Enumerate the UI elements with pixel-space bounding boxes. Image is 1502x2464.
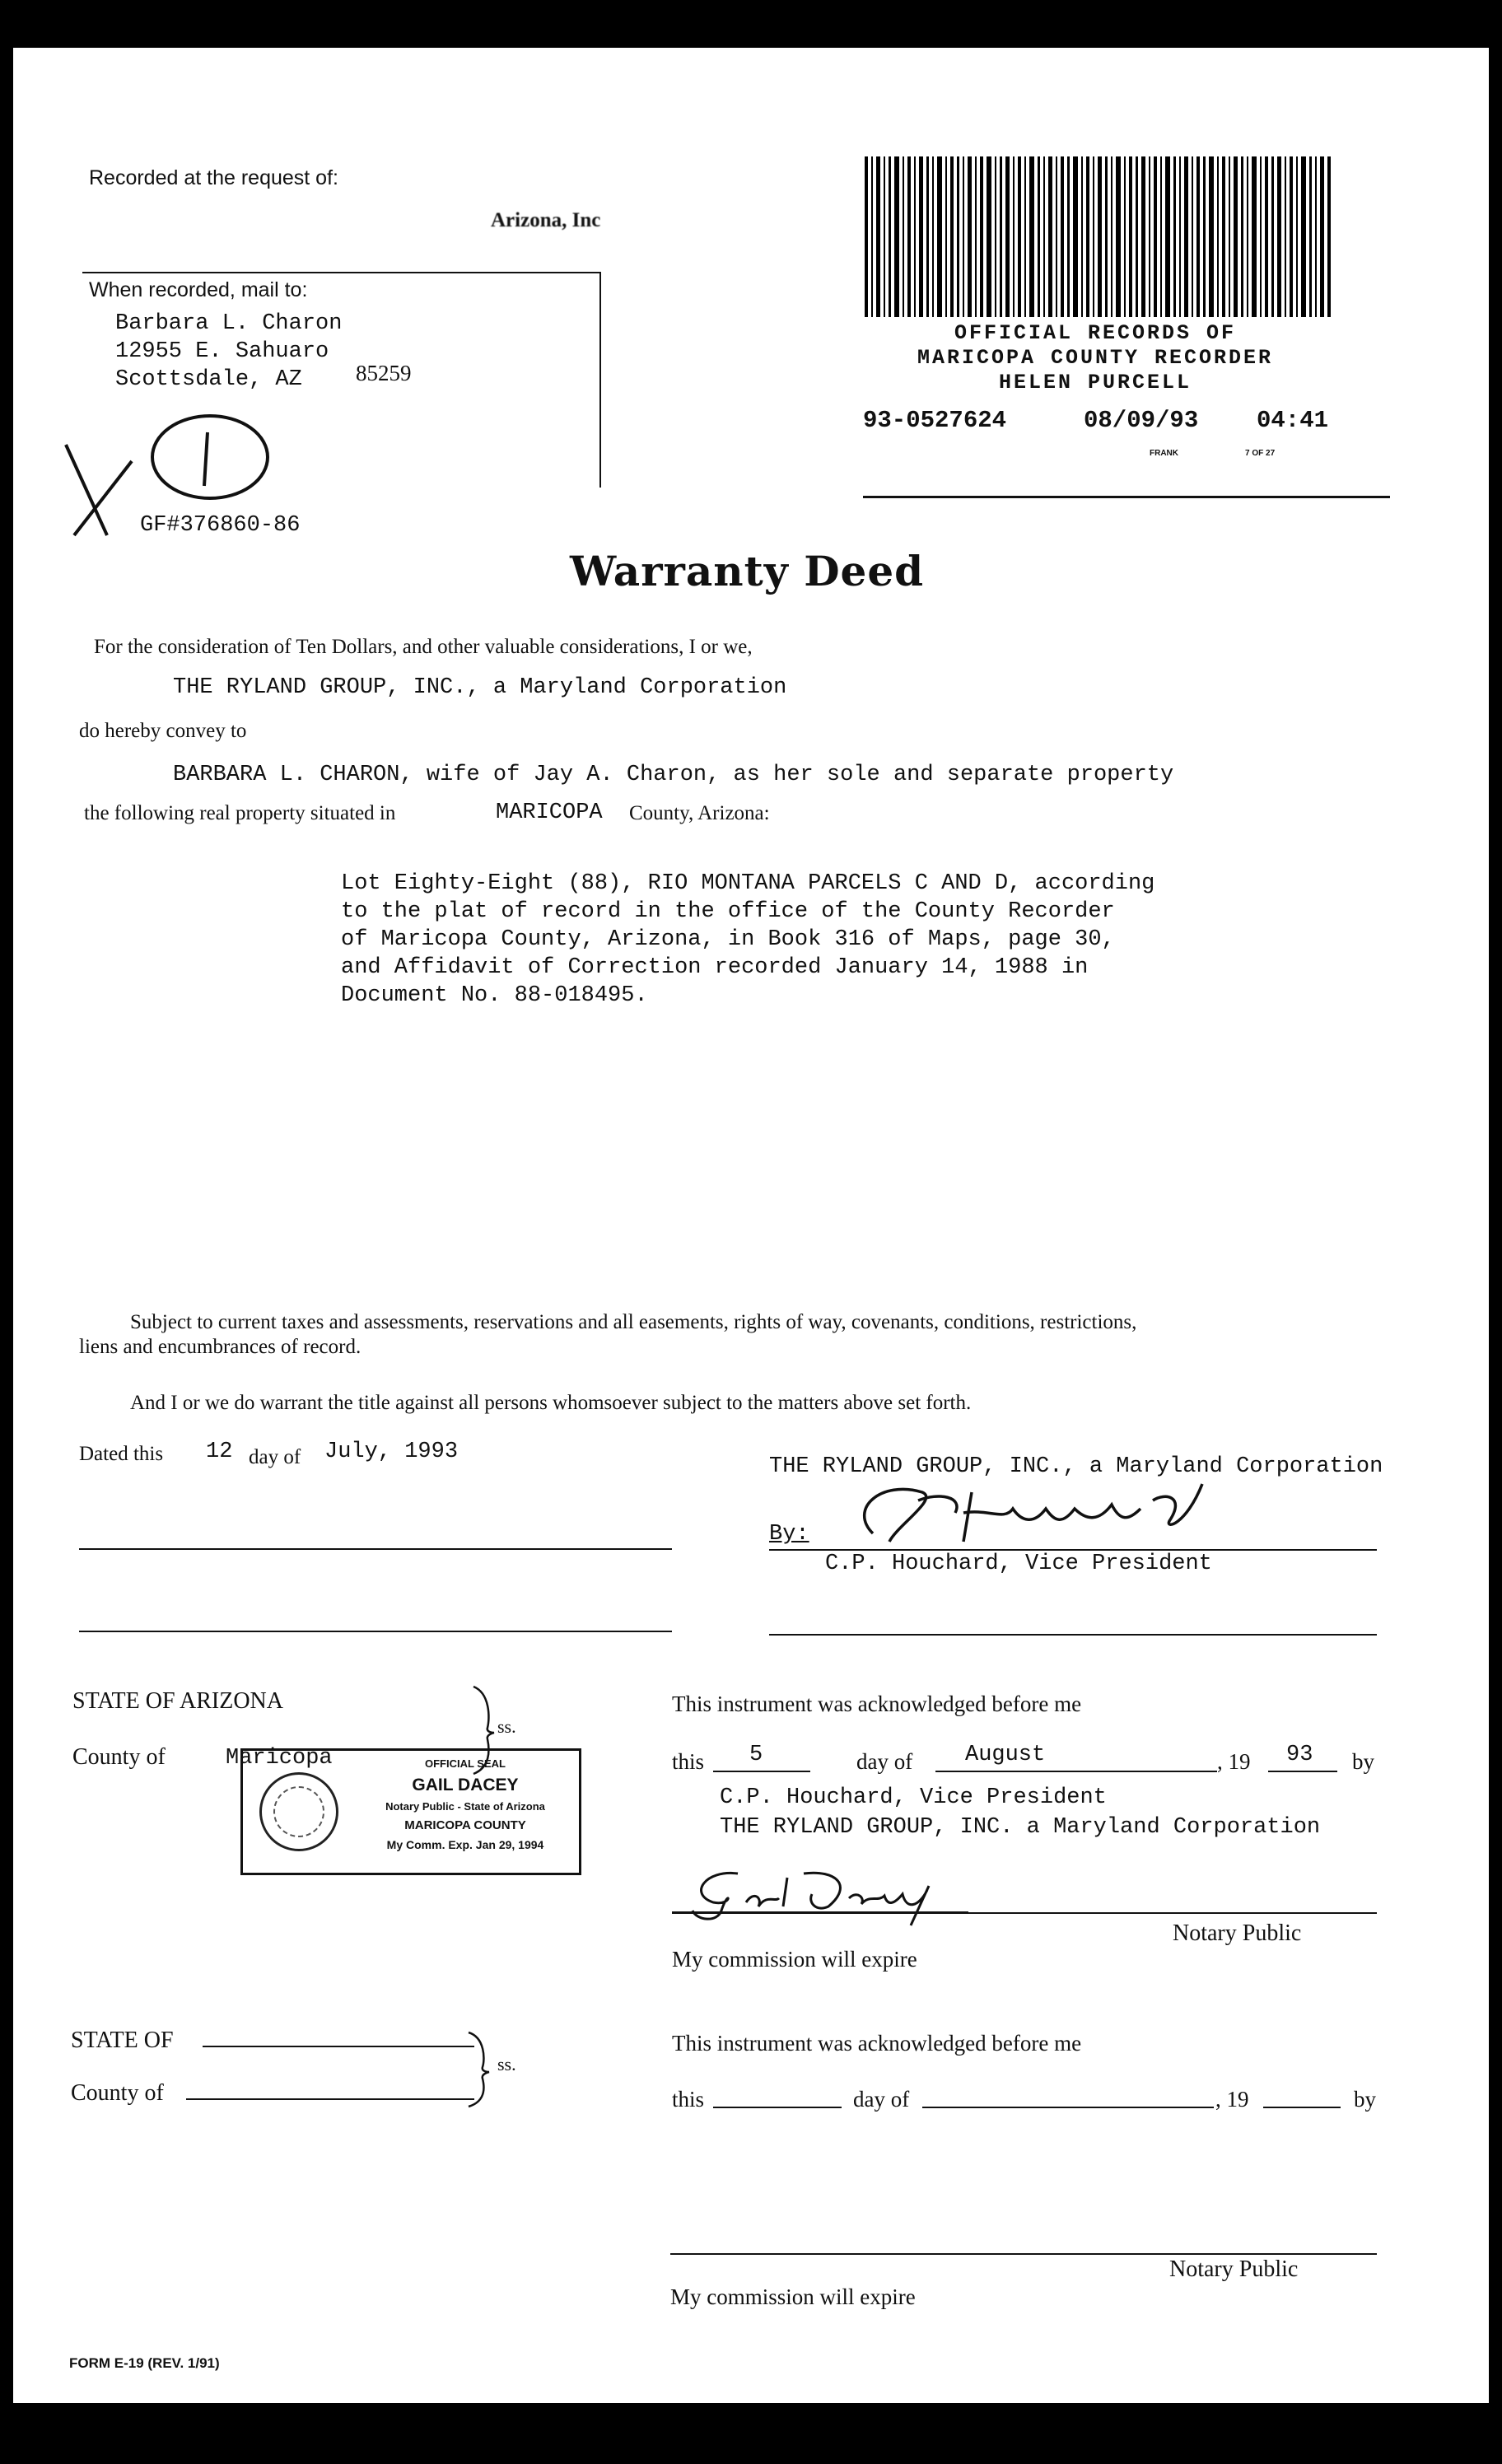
notary1-ack-line-2: THE RYLAND GROUP, INC. a Maryland Corporation	[720, 1815, 1321, 1840]
dated-day: 12	[206, 1440, 233, 1464]
notary-official-seal	[240, 1748, 581, 1875]
situated-county: MARICOPA	[496, 800, 603, 825]
notary1-month-line	[935, 1771, 1217, 1772]
blank-signature-line-2	[79, 1631, 672, 1632]
legal-description-line-5: Document No. 88-018495.	[341, 983, 648, 1008]
dated-prefix: Dated this	[79, 1443, 164, 1465]
notary1-signature-line	[672, 1912, 1377, 1914]
deed-title: Warranty Deed	[570, 547, 925, 595]
notary2-state-label: STATE OF	[71, 2028, 174, 2053]
notary1-notary-public-label: Notary Public	[1173, 1920, 1302, 1946]
recorder-time: 04:41	[1257, 407, 1329, 434]
convey-text: do hereby convey to	[79, 720, 247, 742]
notary2-signature-line	[670, 2253, 1377, 2255]
scan-edge-bottom	[0, 2403, 1502, 2464]
notary2-state-line	[203, 2046, 474, 2047]
situated-prefix: the following real property situated in	[84, 802, 396, 824]
notary1-ack-line-1: C.P. Houchard, Vice President	[720, 1785, 1107, 1810]
signer-company: THE RYLAND GROUP, INC., a Maryland Corporation	[769, 1454, 1383, 1479]
form-id: FORM E-19 (REV. 1/91)	[69, 2355, 220, 2371]
notary2-county-line	[186, 2098, 474, 2100]
recorded-request-label: Recorded at the request of:	[89, 166, 338, 189]
scan-edge-right	[1489, 0, 1502, 2464]
notary2-county-label: County of	[71, 2080, 164, 2106]
mail-to-line-2: 12955 E. Sahuaro	[115, 339, 329, 364]
notary2-year-line	[1263, 2107, 1341, 2108]
barcode-icon	[865, 156, 1334, 317]
legal-description-line-1: Lot Eighty-Eight (88), RIO MONTANA PARCELS C AND D, according	[341, 871, 1155, 896]
seal-name: GAIL DACEY	[412, 1776, 519, 1794]
scan-edge-left	[0, 0, 13, 2464]
legal-description-line-3: of Maricopa County, Arizona, in Book 316 of Maps, page 30,	[341, 927, 1115, 952]
notary1-day-line	[713, 1771, 810, 1772]
signature-dacey-icon	[672, 1861, 968, 1927]
notary2-month-line	[922, 2107, 1214, 2108]
notary2-this-label: this	[672, 2087, 705, 2112]
notary1-commission-label: My commission will expire	[672, 1947, 917, 1972]
notary1-day-of-label: day of	[856, 1749, 913, 1774]
signature-houchard-icon	[840, 1476, 1227, 1550]
legal-description-line-2: to the plat of record in the office of the County Recorder	[341, 899, 1115, 924]
consideration-text: For the consideration of Ten Dollars, and other valuable considerations, I or we,	[94, 636, 753, 658]
notary1-state-label: STATE OF ARIZONA	[72, 1688, 283, 1714]
blank-signature-line-3	[769, 1634, 1377, 1636]
notary1-year-value: 93	[1286, 1743, 1313, 1767]
subject-line-1: Subject to current taxes and assessments, reservations and all easements, rights of way, covenants, conditions, restrictions,	[130, 1311, 1137, 1333]
notary1-county-value: Maricopa	[226, 1746, 333, 1771]
notary2-notary-public-label: Notary Public	[1169, 2256, 1299, 2282]
legal-description-line-4: and Affidavit of Correction recorded January 14, 1988 in	[341, 955, 1089, 980]
recorder-small-left: FRANK	[1150, 449, 1178, 458]
notary1-day-value: 5	[749, 1743, 763, 1767]
seal-expiry: My Comm. Exp. Jan 29, 1994	[386, 1838, 544, 1851]
recorder-line-1: OFFICIAL RECORDS OF	[954, 321, 1237, 345]
mail-to-label: When recorded, mail to:	[89, 278, 308, 301]
notary1-year-prefix: , 19	[1217, 1749, 1251, 1774]
scan-edge-top	[0, 0, 1502, 48]
notary2-by-label: by	[1354, 2087, 1376, 2112]
subject-line-2: liens and encumbrances of record.	[79, 1336, 362, 1358]
recorder-small-right: 7 OF 27	[1245, 449, 1276, 458]
signer-name-title: C.P. Houchard, Vice President	[825, 1552, 1212, 1576]
notary1-county-label: County of	[72, 1744, 166, 1770]
notary2-ss: ss.	[497, 2054, 516, 2074]
recorded-request-value: Arizona, Inc	[491, 209, 601, 231]
notary1-ss: ss.	[497, 1716, 516, 1737]
seal-role: Notary Public - State of Arizona	[385, 1800, 545, 1813]
blank-signature-line-1	[79, 1548, 672, 1550]
mail-to-line-3: Scottsdale, AZ	[115, 367, 302, 392]
warrant-text: And I or we do warrant the title against all persons whomsoever subject to the matters above set forth.	[130, 1392, 972, 1414]
notary2-day-of-label: day of	[853, 2087, 910, 2112]
notary2-day-line	[713, 2107, 842, 2108]
recorder-doc-number: 93-0527624	[863, 407, 1007, 434]
seal-emblem-icon	[259, 1772, 338, 1851]
notary1-year-line	[1268, 1771, 1337, 1772]
file-number: GF#376860-86	[140, 513, 301, 538]
notary2-brace-icon	[464, 2031, 497, 2108]
grantee: BARBARA L. CHARON, wife of Jay A. Charon, as her sole and separate property	[173, 763, 1174, 787]
recorder-date: 08/09/93	[1084, 407, 1199, 434]
signature-rule	[769, 1549, 1377, 1551]
mail-to-zip: 85259	[356, 361, 412, 385]
recorder-line-3: HELEN PURCELL	[998, 371, 1192, 394]
seal-official: OFFICIAL SEAL	[425, 1757, 506, 1770]
mail-to-line-1: Barbara L. Charon	[115, 311, 343, 336]
signer-by-label: By:	[769, 1522, 809, 1547]
notary1-this-label: this	[672, 1749, 705, 1774]
recorder-rule	[863, 496, 1390, 498]
notary1-month-value: August	[965, 1743, 1046, 1767]
notary2-ack-text: This instrument was acknowledged before me	[672, 2031, 1082, 2056]
notary1-by-label: by	[1352, 1749, 1374, 1774]
notary2-commission-label: My commission will expire	[670, 2284, 916, 2309]
notary2-year-prefix: , 19	[1215, 2087, 1249, 2112]
seal-county: MARICOPA COUNTY	[404, 1818, 526, 1832]
recorder-line-2: MARICOPA COUNTY RECORDER	[917, 346, 1274, 370]
notary1-ack-text: This instrument was acknowledged before me	[672, 1692, 1082, 1716]
dated-month-year: July, 1993	[324, 1440, 459, 1464]
situated-suffix: County, Arizona:	[629, 802, 770, 824]
dated-mid: day of	[249, 1446, 301, 1468]
grantor: THE RYLAND GROUP, INC., a Maryland Corporation	[173, 675, 787, 700]
